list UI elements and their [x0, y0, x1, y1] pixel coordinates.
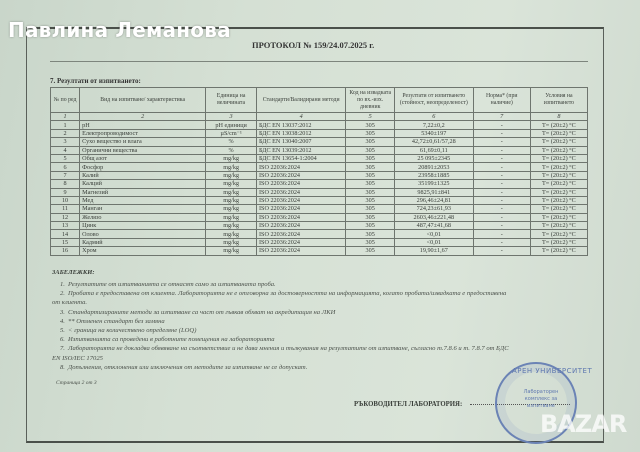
- conditions-cell: T= (20±2) °C: [530, 196, 587, 204]
- test-name-cell: Калий: [80, 171, 206, 179]
- conditions-cell: T= (20±2) °C: [530, 230, 587, 238]
- norm-cell: -: [473, 222, 530, 230]
- note-text: Лабораторията не докладва обявяване на съответствие и не дава мнения и тълкувания на резултатите от изпитване, съгласно т.7.8.6 и т. 7.8.7 от БДС: [68, 345, 509, 353]
- unit-cell: mg/kg: [206, 163, 257, 171]
- test-name-cell: Манган: [80, 205, 206, 213]
- method-cell: БДС EN 13039:2012: [256, 146, 346, 154]
- note-number: 7.: [60, 345, 65, 353]
- row-number-cell: 2: [51, 129, 80, 137]
- col-method: Стандарти/Валидирани методи: [256, 88, 346, 113]
- row-number-cell: 12: [51, 213, 80, 221]
- row-number-cell: 8: [51, 180, 80, 188]
- col-number: № по ред: [51, 88, 80, 113]
- unit-cell: mg/kg: [206, 230, 257, 238]
- unit-cell: mg/kg: [206, 222, 257, 230]
- table-row: [51, 163, 588, 171]
- bazar-logo: BAZAR: [540, 410, 627, 438]
- conditions-cell: T= (20±2) °C: [530, 222, 587, 230]
- conditions-cell: T= (20±2) °C: [530, 247, 587, 255]
- note-item: [52, 289, 588, 307]
- note-continuation: от клиента.: [52, 299, 88, 307]
- test-name-cell: Магнезий: [80, 188, 206, 196]
- table-row: [51, 188, 588, 196]
- method-cell: ISO 22036:2024: [256, 230, 346, 238]
- index-cell: 2: [80, 113, 206, 121]
- norm-cell: -: [473, 196, 530, 204]
- norm-cell: -: [473, 163, 530, 171]
- uploader-watermark: Павлина Леманова: [8, 18, 231, 42]
- norm-cell: -: [473, 146, 530, 154]
- sample-code-cell: 305: [346, 238, 395, 246]
- sample-code-cell: 305: [346, 154, 395, 162]
- norm-cell: -: [473, 154, 530, 162]
- test-name-cell: Хром: [80, 247, 206, 255]
- sample-code-cell: 305: [346, 121, 395, 129]
- note-text: Допълнения, отклонения или изключения от методите за изпитване не се допускат.: [68, 363, 308, 371]
- result-cell: <0,01: [394, 230, 473, 238]
- result-cell: <0,01: [394, 238, 473, 246]
- note-item: [60, 280, 588, 289]
- note-item: [60, 335, 588, 344]
- note-item: [60, 308, 588, 317]
- title-divider: [50, 61, 588, 62]
- table-row: [51, 171, 588, 179]
- test-name-cell: Мед: [80, 196, 206, 204]
- note-text: Изпитванията са проведени в работните помещения на лабораторията: [68, 336, 275, 344]
- test-name-cell: Общ азот: [80, 154, 206, 162]
- note-continuation: EN ISO/IEC 17025: [52, 354, 103, 362]
- norm-cell: -: [473, 188, 530, 196]
- conditions-cell: T= (20±2) °C: [530, 180, 587, 188]
- norm-cell: -: [473, 171, 530, 179]
- table-row: [51, 138, 588, 146]
- note-text: Стандартизираните методи за изпитване са част от гъвкав обхват на акредитация на ЛКИ: [68, 308, 336, 316]
- note-number: 4.: [60, 317, 65, 325]
- sample-code-cell: 305: [346, 171, 395, 179]
- norm-cell: -: [473, 121, 530, 129]
- method-cell: ISO 22036:2024: [256, 171, 346, 179]
- method-cell: БДС EN 13037:2012: [256, 121, 346, 129]
- row-number-cell: 3: [51, 138, 80, 146]
- result-cell: 487,47±41,68: [394, 222, 473, 230]
- method-cell: ISO 22036:2024: [256, 222, 346, 230]
- note-number: 6.: [60, 336, 65, 344]
- index-cell: 4: [256, 113, 346, 121]
- conditions-cell: T= (20±2) °C: [530, 205, 587, 213]
- sample-code-cell: 305: [346, 196, 395, 204]
- test-name-cell: Електропроводимост: [80, 129, 206, 137]
- sample-code-cell: 305: [346, 230, 395, 238]
- result-cell: 9825,91±841: [394, 188, 473, 196]
- method-cell: БДС EN 13038:2012: [256, 129, 346, 137]
- result-cell: 2603,46±221,48: [394, 213, 473, 221]
- col-result: Резултати от изпитването (стойност, неопределеност): [394, 88, 473, 113]
- table-row: [51, 121, 588, 129]
- conditions-cell: T= (20±2) °C: [530, 171, 587, 179]
- index-cell: 8: [530, 113, 587, 121]
- note-text: Резултатите от изпитванията се отнасят само за изпитваната проба.: [68, 281, 276, 288]
- note-number: 1.: [60, 281, 65, 288]
- unit-cell: mg/kg: [206, 213, 257, 221]
- test-name-cell: Органични вещества: [80, 146, 206, 154]
- unit-cell: mg/kg: [206, 247, 257, 255]
- test-name-cell: Олово: [80, 230, 206, 238]
- stamp-inner-text: Лабораторен комплекс за изпитване: [523, 389, 559, 409]
- sample-code-cell: 305: [346, 138, 395, 146]
- test-name-cell: Фосфор: [80, 163, 206, 171]
- index-cell: 5: [346, 113, 395, 121]
- table-row: [51, 146, 588, 154]
- sample-code-cell: 305: [346, 163, 395, 171]
- method-cell: ISO 22036:2024: [256, 247, 346, 255]
- note-number: 8.: [60, 363, 65, 371]
- norm-cell: -: [473, 205, 530, 213]
- table-row: [51, 230, 588, 238]
- test-name-cell: pH: [80, 121, 206, 129]
- method-cell: ISO 22036:2024: [256, 180, 346, 188]
- sample-code-cell: 305: [346, 222, 395, 230]
- row-number-cell: 10: [51, 196, 80, 204]
- result-cell: 61,69±0,11: [394, 146, 473, 154]
- norm-cell: -: [473, 238, 530, 246]
- conditions-cell: T= (20±2) °C: [530, 154, 587, 162]
- note-text: Пробата е предоставена от клиента. Лабораторията не е отговорна за достоверността на информацията, когато пробата/извадката е предоставена: [68, 290, 507, 298]
- unit-cell: mg/kg: [206, 188, 257, 196]
- test-name-cell: Сухо вещество и влага: [80, 138, 206, 146]
- unit-cell: pH единици: [206, 121, 257, 129]
- column-index-row: [51, 113, 588, 121]
- table-row: [51, 205, 588, 213]
- section-heading: 7. Резултати от изпитването:: [50, 77, 141, 85]
- note-item: [60, 317, 588, 326]
- conditions-cell: T= (20±2) °C: [530, 188, 587, 196]
- unit-cell: mg/kg: [206, 205, 257, 213]
- norm-cell: -: [473, 213, 530, 221]
- row-number-cell: 14: [51, 230, 80, 238]
- method-cell: ISO 22036:2024: [256, 163, 346, 171]
- result-cell: 35199±1325: [394, 180, 473, 188]
- notes-list: [52, 280, 588, 372]
- unit-cell: mg/kg: [206, 238, 257, 246]
- test-name-cell: Желязо: [80, 213, 206, 221]
- row-number-cell: 11: [51, 205, 80, 213]
- unit-cell: mg/kg: [206, 180, 257, 188]
- table-row: [51, 222, 588, 230]
- row-number-cell: 6: [51, 163, 80, 171]
- row-number-cell: 16: [51, 247, 80, 255]
- note-number: 3.: [60, 308, 65, 316]
- row-number-cell: 15: [51, 238, 80, 246]
- result-cell: 296,46±24,81: [394, 196, 473, 204]
- result-cell: 42,72±0,61/57,28: [394, 138, 473, 146]
- row-number-cell: 7: [51, 171, 80, 179]
- unit-cell: mg/kg: [206, 196, 257, 204]
- sample-code-cell: 305: [346, 247, 395, 255]
- result-cell: 25 095±2345: [394, 154, 473, 162]
- unit-cell: µS/cm⁻¹: [206, 129, 257, 137]
- col-conditions: Условия на изпитването: [530, 88, 587, 113]
- unit-cell: mg/kg: [206, 154, 257, 162]
- norm-cell: -: [473, 129, 530, 137]
- row-number-cell: 1: [51, 121, 80, 129]
- row-number-cell: 4: [51, 146, 80, 154]
- norm-cell: -: [473, 230, 530, 238]
- method-cell: ISO 22036:2024: [256, 188, 346, 196]
- table-row: [51, 129, 588, 137]
- row-number-cell: 13: [51, 222, 80, 230]
- sample-code-cell: 305: [346, 213, 395, 221]
- note-text: ** Отменен стандарт без замяна: [68, 317, 165, 325]
- sample-code-cell: 305: [346, 205, 395, 213]
- note-number: 5.: [60, 327, 65, 335]
- notes-title: ЗАБЕЛЕЖКИ:: [52, 269, 95, 276]
- row-number-cell: 9: [51, 188, 80, 196]
- result-cell: 23958±1885: [394, 171, 473, 179]
- conditions-cell: T= (20±2) °C: [530, 238, 587, 246]
- method-cell: ISO 22036:2024: [256, 196, 346, 204]
- stamp-text: АРЕН УНИВЕРСИТЕТ: [512, 367, 593, 375]
- row-number-cell: 5: [51, 154, 80, 162]
- result-cell: 20891±2053: [394, 163, 473, 171]
- result-cell: 5340±197: [394, 129, 473, 137]
- col-sample-code: Код на извадката по вх.-изх. дневник: [346, 88, 395, 113]
- col-norm: Норма* (при наличие): [473, 88, 530, 113]
- table-row: [51, 196, 588, 204]
- lab-head-signature-label: РЪКОВОДИТЕЛ ЛАБОРАТОРИЯ:: [354, 401, 463, 408]
- note-text: < граница на количествено определяне (LOQ): [68, 327, 197, 335]
- conditions-cell: T= (20±2) °C: [530, 121, 587, 129]
- sample-code-cell: 305: [346, 188, 395, 196]
- test-name-cell: Цинк: [80, 222, 206, 230]
- unit-cell: mg/kg: [206, 171, 257, 179]
- norm-cell: -: [473, 138, 530, 146]
- sample-code-cell: 305: [346, 129, 395, 137]
- norm-cell: -: [473, 180, 530, 188]
- unit-cell: %: [206, 146, 257, 154]
- test-name-cell: Калций: [80, 180, 206, 188]
- result-cell: 7,22±0,2: [394, 121, 473, 129]
- table-row: [51, 213, 588, 221]
- conditions-cell: T= (20±2) °C: [530, 146, 587, 154]
- conditions-cell: T= (20±2) °C: [530, 213, 587, 221]
- method-cell: БДС EN 13040:2007: [256, 138, 346, 146]
- note-item: [60, 326, 588, 335]
- index-cell: 7: [473, 113, 530, 121]
- table-row: [51, 154, 588, 162]
- index-cell: 1: [51, 113, 80, 121]
- conditions-cell: T= (20±2) °C: [530, 129, 587, 137]
- conditions-cell: T= (20±2) °C: [530, 163, 587, 171]
- norm-cell: -: [473, 247, 530, 255]
- protocol-title: ПРОТОКОЛ № 159/24.07.2025 г.: [252, 40, 375, 50]
- method-cell: ISO 22036:2024: [256, 238, 346, 246]
- index-cell: 6: [394, 113, 473, 121]
- results-table: [50, 87, 588, 256]
- result-cell: 724,23±61,93: [394, 205, 473, 213]
- sample-code-cell: 305: [346, 180, 395, 188]
- table-row: [51, 247, 588, 255]
- col-unit: Единица на величината: [206, 88, 257, 113]
- page-number: Страница 2 от 3: [56, 380, 97, 386]
- result-cell: 19,90±1,67: [394, 247, 473, 255]
- method-cell: ISO 22036:2024: [256, 213, 346, 221]
- note-number: 2.: [60, 290, 65, 298]
- sample-code-cell: 305: [346, 146, 395, 154]
- unit-cell: %: [206, 138, 257, 146]
- index-cell: 3: [206, 113, 257, 121]
- table-row: [51, 238, 588, 246]
- method-cell: ISO 22036:2024: [256, 205, 346, 213]
- note-item: [52, 344, 588, 362]
- conditions-cell: T= (20±2) °C: [530, 138, 587, 146]
- col-test-type: Вид на изпитване/ характеристика: [80, 88, 206, 113]
- method-cell: БДС EN 13654-1:2004: [256, 154, 346, 162]
- table-row: [51, 180, 588, 188]
- table-header-row: [51, 88, 588, 113]
- test-name-cell: Кадмий: [80, 238, 206, 246]
